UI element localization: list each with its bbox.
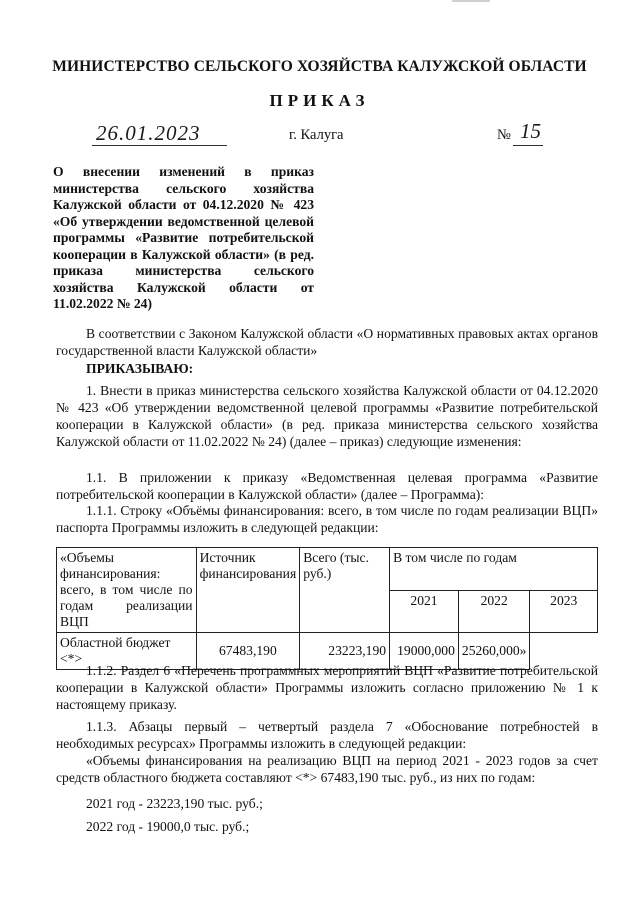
number-label: № [497, 127, 511, 143]
value-2021: 23223,190 [300, 633, 390, 670]
handwritten-date: 26.01.2023 [96, 121, 201, 145]
source-cell: Областной бюджет <*> [57, 633, 197, 670]
total-cell: 67483,190 [196, 633, 300, 670]
paragraph-1: 1. Внести в приказ министерства сельского хозяйства Калужской области от 04.12.2020 № 423 «Об утверждении ведомственной целевой программы «Развитие потребительской кооперации в Калужской области» (в ред. приказа министерства сельского хозяйства Калужской области от 11.02.2022 № 24) (далее – приказ) следующие изменения: [56, 383, 598, 449]
order-word: ПРИКАЗЫВАЮ: [86, 361, 194, 376]
paragraph-1-1-2: 1.1.2. Раздел 6 «Перечень программных мероприятий ВЦП «Развитие потребительской кооперации в Калужской области» Программы изложить согласно приложению № 1 к настоящему приказу. [56, 663, 598, 712]
value-2022: 19000,000 [390, 633, 459, 670]
year-2022-line: 2022 год - 19000,0 тыс. руб.; [86, 819, 250, 834]
city: г. Калуга [289, 127, 344, 143]
header-volume: «Объемы финансирования: всего, в том числе по годам реализации ВЦП [57, 548, 197, 633]
header-source: Источник финансирования [196, 548, 300, 633]
paragraph-1-1-1: 1.1.1. Строку «Объёмы финансирования: всего, в том числе по годам реализации ВЦП» паспорта Программы изложить в следующей редакции: [56, 503, 598, 535]
date-underline [92, 145, 227, 146]
scan-mark [452, 0, 490, 2]
year-2021: 2021 [390, 590, 459, 633]
preamble: В соответствии с Законом Калужской области «О нормативных правовых актах органов государственной власти Калужской области» [56, 326, 598, 358]
paragraph-1-1-3: 1.1.3. Абзацы первый – четвертый раздела 7 «Обоснование потребностей в необходимых ресурсах» Программы изложить в следующей редакции: [56, 719, 598, 751]
quote-paragraph: «Объемы финансирования на реализацию ВЦП на период 2021 - 2023 годов за счет средств областного бюджета составляют <*> 67483,190 тыс. руб., из них по годам: [56, 753, 598, 785]
year-2023: 2023 [530, 590, 598, 633]
value-2023: 25260,000» [458, 633, 530, 670]
header-years: В том числе по годам [390, 548, 598, 591]
header-total: Всего (тыс. руб.) [300, 548, 390, 633]
ministry-header: МИНИСТЕРСТВО СЕЛЬСКОГО ХОЗЯЙСТВА КАЛУЖСКОЙ ОБЛАСТИ [52, 58, 587, 75]
handwritten-number: 15 [520, 119, 541, 143]
year-2021-line: 2021 год - 23223,190 тыс. руб.; [86, 796, 263, 811]
order-title: ПРИКАЗ [269, 91, 370, 110]
financing-table [56, 547, 598, 670]
paragraph-1-1: 1.1. В приложении к приказу «Ведомственная целевая программа «Развитие потребительской кооперации в Калужской области» (далее – Программа): [56, 470, 598, 502]
year-2022: 2022 [458, 590, 530, 633]
order-subject: О внесении изменений в приказ министерства сельского хозяйства Калужской области от 04.12.2020 № 423 «Об утверждении ведомственной целевой программы «Развитие потребительской кооперации в Калужской области» (в ред. приказа министерства сельского хозяйства Калужской области от 11.02.2022 № 24) [53, 164, 314, 311]
number-underline [513, 145, 543, 146]
